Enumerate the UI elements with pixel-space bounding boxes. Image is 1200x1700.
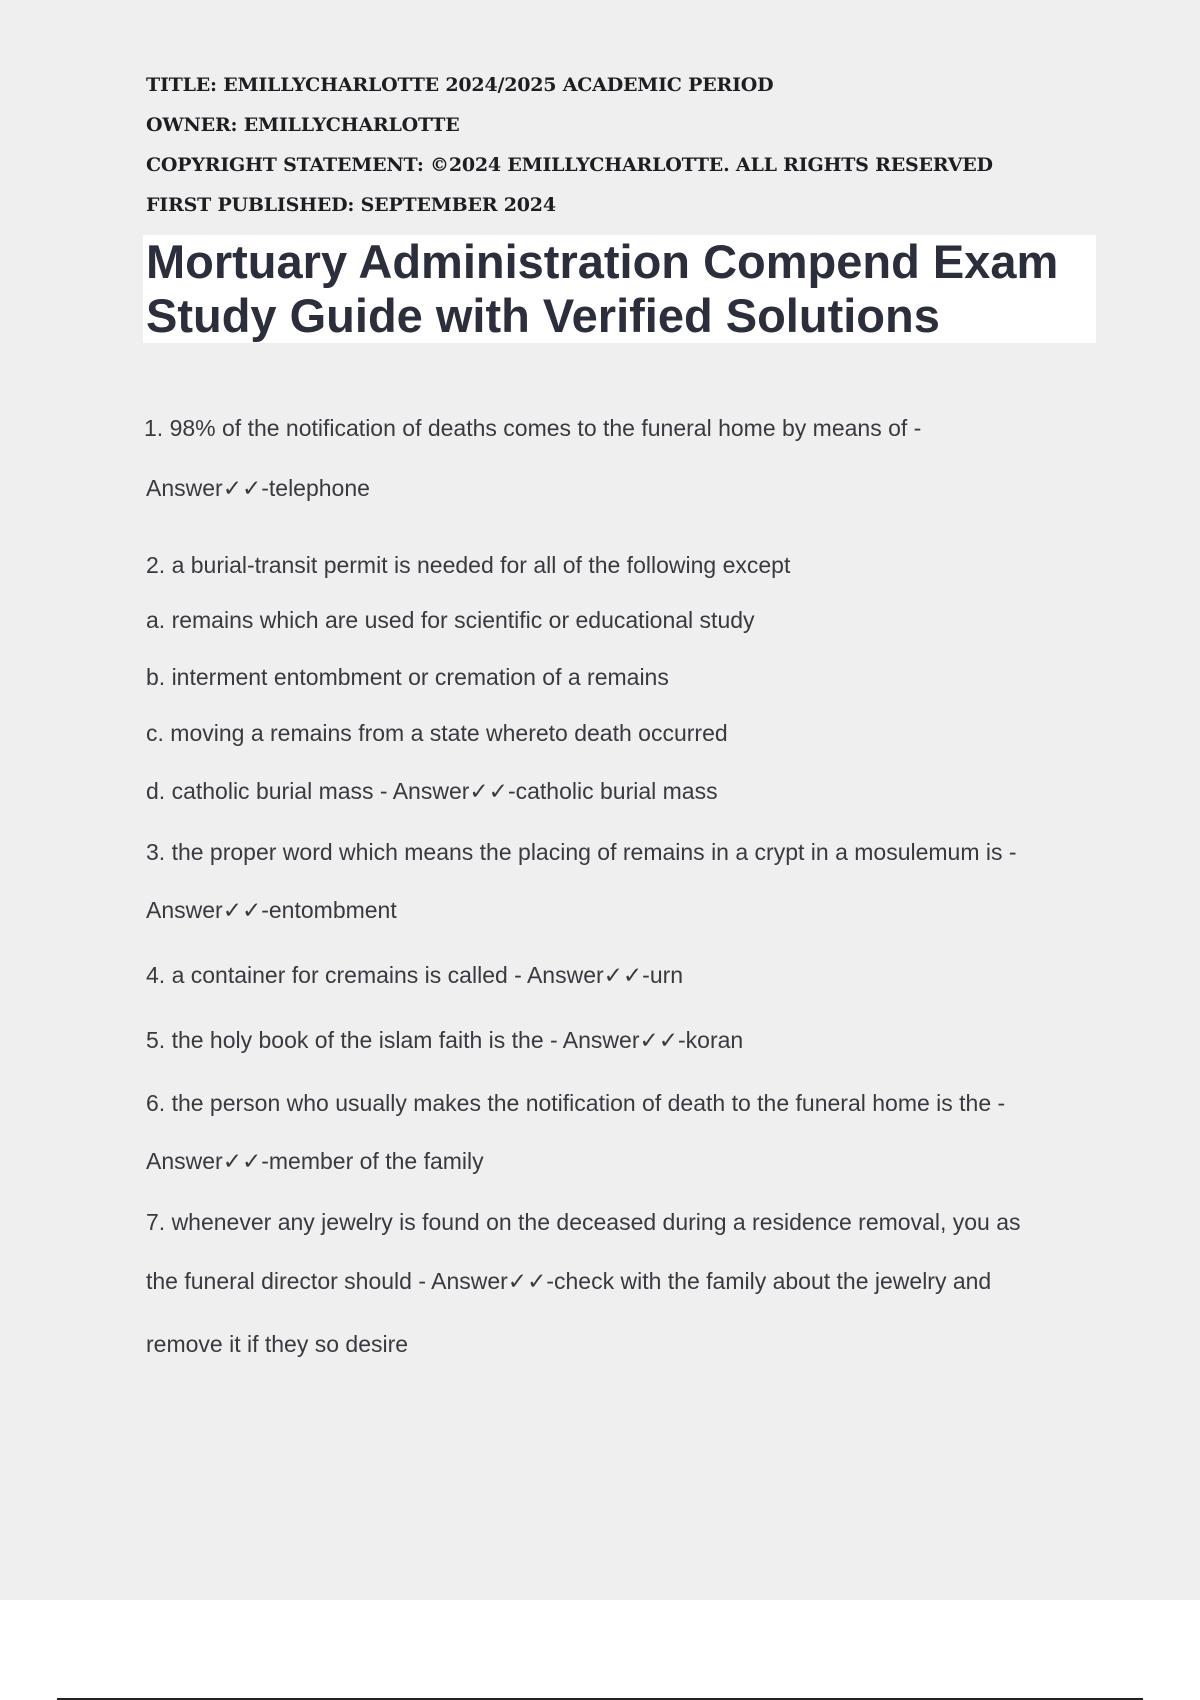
question-3-text: 3. the proper word which means the placing of remains in a crypt in a mosulemum is -: [146, 839, 1017, 865]
question-7-text: 7. whenever any jewelry is found on the deceased during a residence removal, you as: [146, 1209, 1021, 1235]
question-2-option-d: d. catholic burial mass - Answer✓✓-catholic burial mass: [146, 778, 718, 804]
meta-owner-line: OWNER: EMILLYCHARLOTTE: [146, 114, 460, 136]
question-7-answer: the funeral director should - Answer✓✓-check with the family about the jewelry and: [146, 1268, 992, 1294]
question-2-option-b: b. interment entombment or cremation of a remains: [146, 664, 669, 690]
meta-copyright-line: COPYRIGHT STATEMENT: ©2024 EMILLYCHARLOTTE. ALL RIGHTS RESERVED: [146, 154, 993, 176]
question-5-text: 5. the holy book of the islam faith is the - Answer✓✓-koran: [146, 1027, 744, 1053]
meta-title-line: TITLE: EMILLYCHARLOTTE 2024/2025 ACADEMIC PERIOD: [146, 74, 774, 96]
question-2-option-a: a. remains which are used for scientific or educational study: [146, 607, 755, 633]
meta-published-line: FIRST PUBLISHED: SEPTEMBER 2024: [146, 194, 556, 216]
question-1-text: 1. 98% of the notification of deaths comes to the funeral home by means of -: [144, 415, 922, 441]
question-1-answer: Answer✓✓-telephone: [146, 475, 370, 501]
document-title-line-1: Mortuary Administration Compend Exam: [146, 235, 1059, 288]
question-2-option-c: c. moving a remains from a state whereto death occurred: [146, 720, 728, 746]
document-title-line-2: Study Guide with Verified Solutions: [146, 289, 940, 342]
question-7-answer-continued: remove it if they so desire: [146, 1331, 409, 1357]
question-2-text: 2. a burial-transit permit is needed for all of the following except: [146, 552, 791, 578]
question-3-answer: Answer✓✓-entombment: [146, 897, 397, 923]
question-6-answer: Answer✓✓-member of the family: [146, 1148, 484, 1174]
question-6-text: 6. the person who usually makes the notification of death to the funeral home is the -: [146, 1090, 1006, 1116]
question-4-text: 4. a container for cremains is called - Answer✓✓-urn: [146, 962, 684, 988]
